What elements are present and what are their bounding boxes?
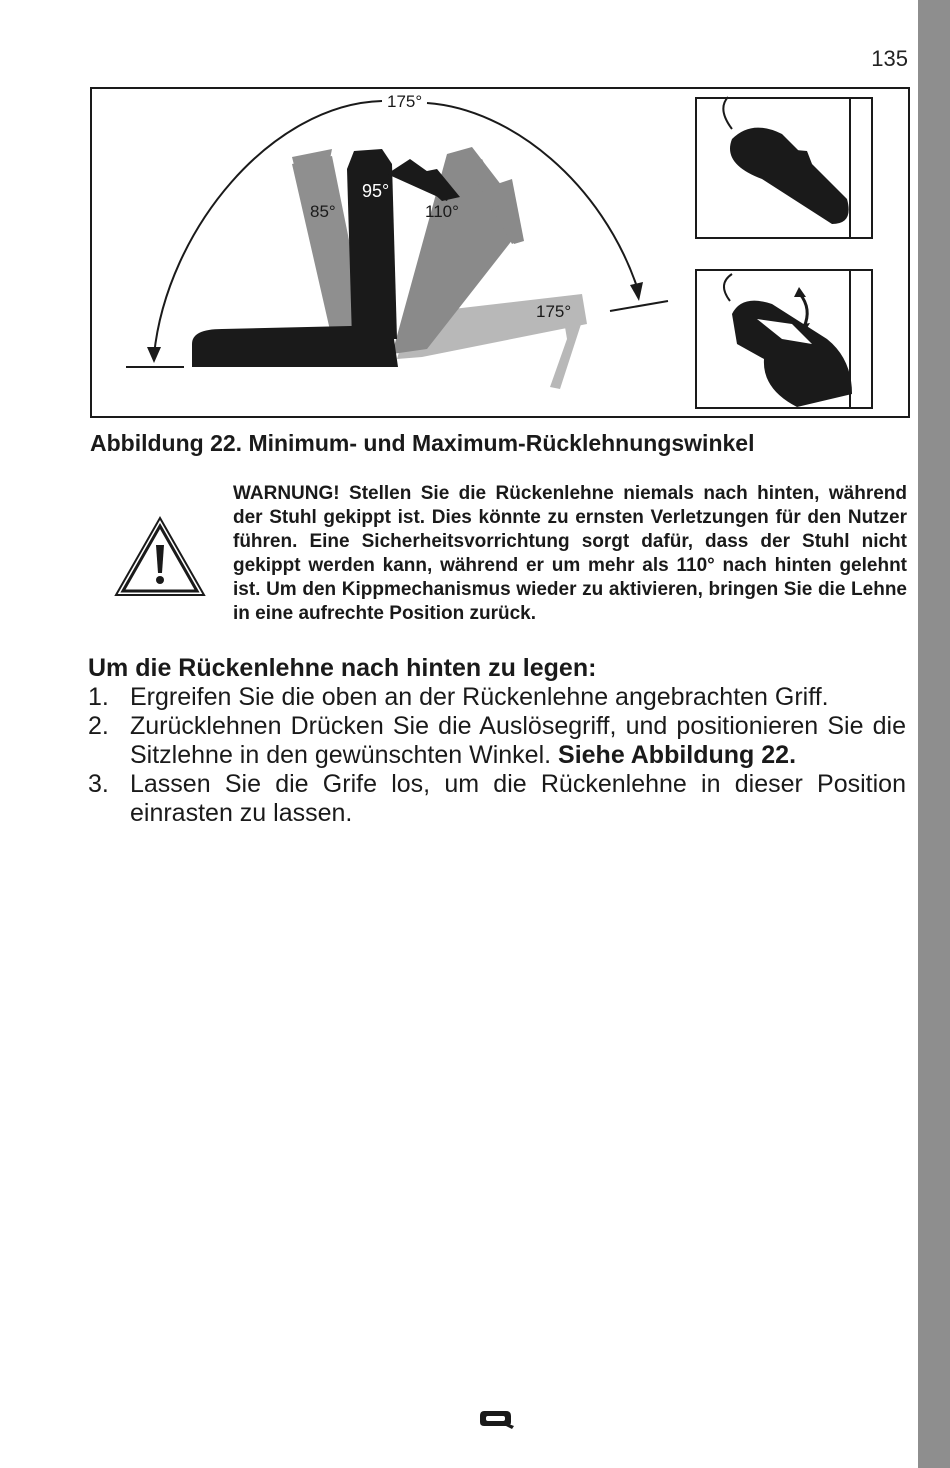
handle-detail-top [696, 97, 872, 238]
side-tab [918, 0, 950, 1468]
angle-95-label: 95° [362, 181, 390, 201]
list-item [88, 683, 906, 712]
section-heading: Um die Rückenlehne nach hinten zu legen: [88, 654, 597, 682]
hand-detail-bottom [696, 270, 872, 408]
step-number: 3. [88, 770, 109, 798]
instruction-steps [88, 683, 906, 828]
arc-angle-label: 175° [384, 93, 425, 110]
step-text: Zurücklehnen Drücken Sie die Auslösegriff, und positionieren Sie die Sitzlehne in den gewünschten Winkel. [130, 712, 906, 769]
step-text: Ergreifen Sie die oben an der Rückenlehne angebrachten Griff. [130, 683, 829, 711]
step-number: 2. [88, 712, 109, 740]
brand-logo [478, 1408, 514, 1435]
angle-175-label: 175° [536, 302, 572, 321]
warning-text: WARNUNG! Stellen Sie die Rückenlehne niemals nach hinten, während der Stuhl gekippt ist. Dies könnte zu ernsten Verletzungen für den Nutzer führen. Eine Sicherheitsvorrichtung sorgt dafür, dass der Stuhl nicht gekippt werden kann, während er um mehr als 110° nach hinten gelehnt ist. Um den Kippmechanismus wieder zu aktivieren, bringen Sie die Lehne in eine aufrechte Position zurück. [233, 483, 907, 624]
angle-110-label: 110° [425, 202, 459, 221]
seat-base [192, 325, 398, 367]
angle-85-label: 85° [310, 202, 336, 221]
figure-reference: Siehe Abbildung 22. [558, 741, 797, 769]
step-text: Lassen Sie die Grife los, um die Rückenlehne in dieser Position einrasten zu lassen. [130, 770, 906, 827]
figure-22 [90, 87, 910, 418]
list-item [88, 770, 906, 828]
figure-caption: Abbildung 22. Minimum- und Maximum-Rücklehnungswinkel [90, 430, 755, 456]
arc-arrow-right [630, 282, 643, 301]
warning-triangle-icon [113, 515, 207, 604]
floor-line-right [610, 301, 668, 311]
step-number: 1. [88, 683, 109, 711]
seat-recline-illustration [92, 89, 908, 416]
arc-arrow-left [147, 347, 161, 363]
page-number: 135 [871, 46, 908, 71]
list-item [88, 712, 906, 770]
